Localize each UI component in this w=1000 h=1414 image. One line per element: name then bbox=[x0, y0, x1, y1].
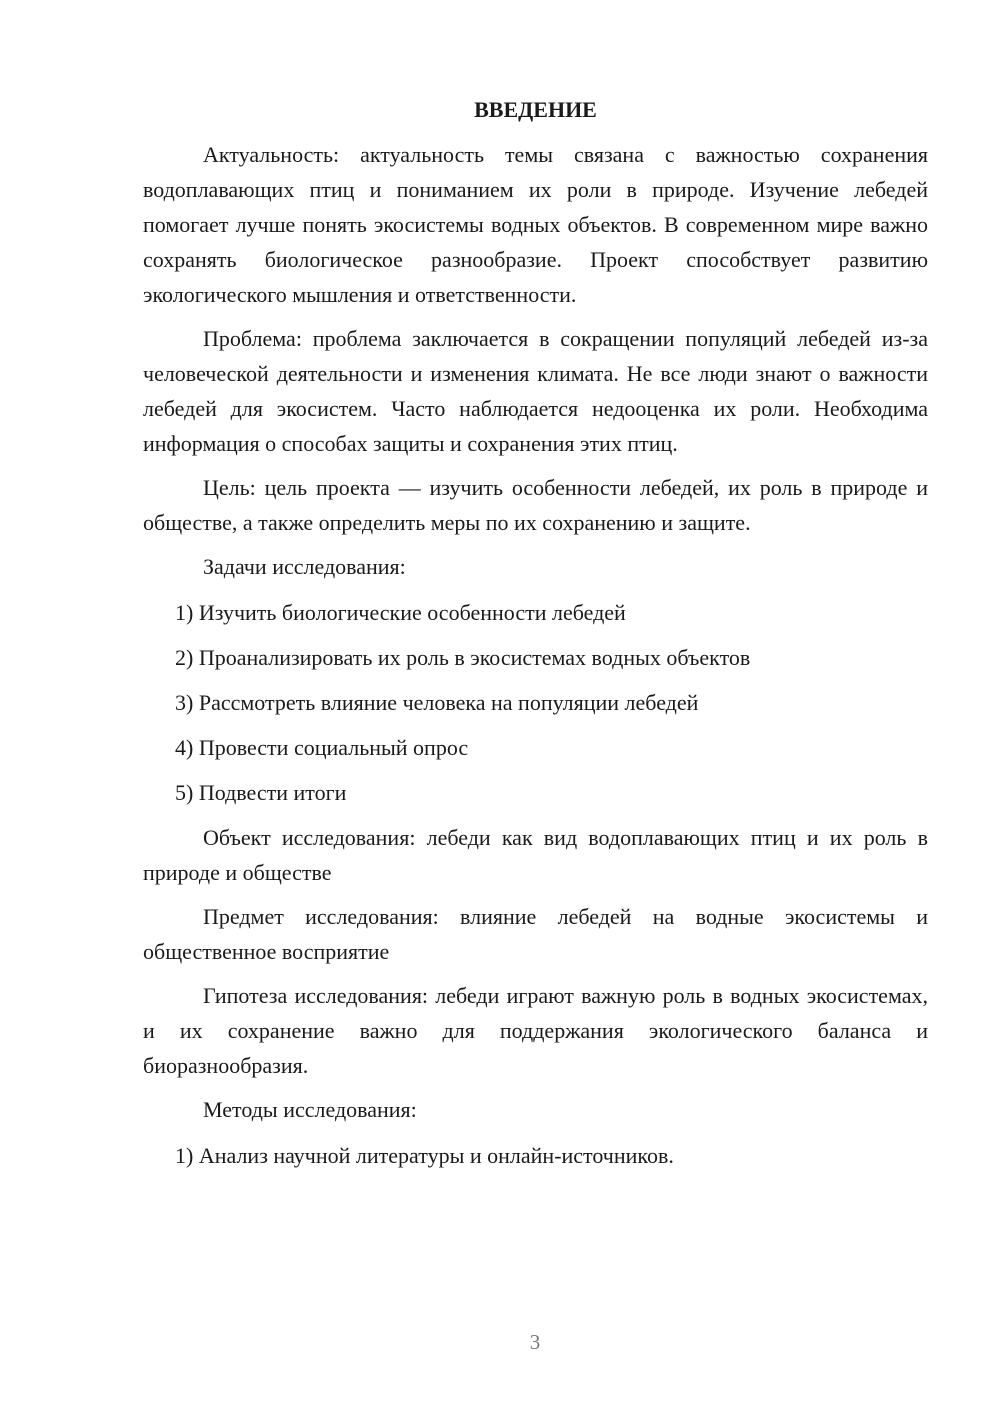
problem-paragraph: Проблема: проблема заключается в сокращении популяций лебедей из-за человеческой деятельности и изменения климата. Не все люди знают о важности лебедей для экосистем. Часто наблюдается недооценка их роли. Необходима информация о способах защиты и сохранения этих птиц. bbox=[143, 326, 928, 456]
list-item-number: 4) bbox=[175, 735, 194, 760]
list-item-number: 3) bbox=[175, 690, 194, 715]
list-item bbox=[143, 775, 928, 810]
relevance-paragraph: Актуальность: актуальность темы связана с важностью сохранения водоплавающих птиц и пониманием их роли в природе. Изучение лебедей помогает лучше понять экосистемы водных объектов. В современном мире важно сохранять биологическое разнообразие. Проект способствует развитию экологического мышления и ответственности. bbox=[143, 142, 928, 307]
section-title: ВВЕДЕНИЕ bbox=[474, 97, 597, 122]
list-item bbox=[143, 640, 928, 675]
tasks-list bbox=[143, 595, 928, 810]
list-item bbox=[143, 685, 928, 720]
tasks-heading: Задачи исследования: bbox=[203, 554, 406, 579]
list-item-text: Провести социальный опрос bbox=[198, 735, 469, 760]
list-item-text: Проанализировать их роль в экосистемах водных объектов bbox=[198, 645, 751, 670]
list-item-number: 1) bbox=[175, 600, 194, 625]
page-number: 3 bbox=[529, 1330, 541, 1354]
list-item bbox=[143, 1138, 928, 1173]
list-item-text: Рассмотреть влияние человека на популяции лебедей bbox=[198, 690, 699, 715]
list-item bbox=[143, 730, 928, 765]
list-item-number: 2) bbox=[175, 645, 194, 670]
methods-heading: Методы исследования: bbox=[203, 1097, 417, 1122]
document-page bbox=[143, 95, 928, 1183]
list-item-text: Изучить биологические особенности лебедей bbox=[198, 600, 626, 625]
goal-paragraph: Цель: цель проекта — изучить особенности лебедей, их роль в природе и обществе, а также определить меры по их сохранению и защите. bbox=[143, 475, 928, 535]
object-paragraph: Объект исследования: лебеди как вид водоплавающих птиц и их роль в природе и обществе bbox=[143, 825, 928, 885]
list-item-text: Подвести итоги bbox=[198, 780, 347, 805]
subject-paragraph: Предмет исследования: влияние лебедей на водные экосистемы и общественное восприятие bbox=[143, 904, 928, 964]
list-item-number: 5) bbox=[175, 780, 194, 805]
list-item-text: Анализ научной литературы и онлайн-источников. bbox=[198, 1143, 674, 1168]
hypothesis-paragraph: Гипотеза исследования: лебеди играют важную роль в водных экосистемах, и их сохранение важно для поддержания экологического баланса и биоразнообразия. bbox=[143, 983, 928, 1078]
methods-list bbox=[143, 1138, 928, 1173]
list-item-number: 1) bbox=[175, 1143, 194, 1168]
list-item bbox=[143, 595, 928, 630]
